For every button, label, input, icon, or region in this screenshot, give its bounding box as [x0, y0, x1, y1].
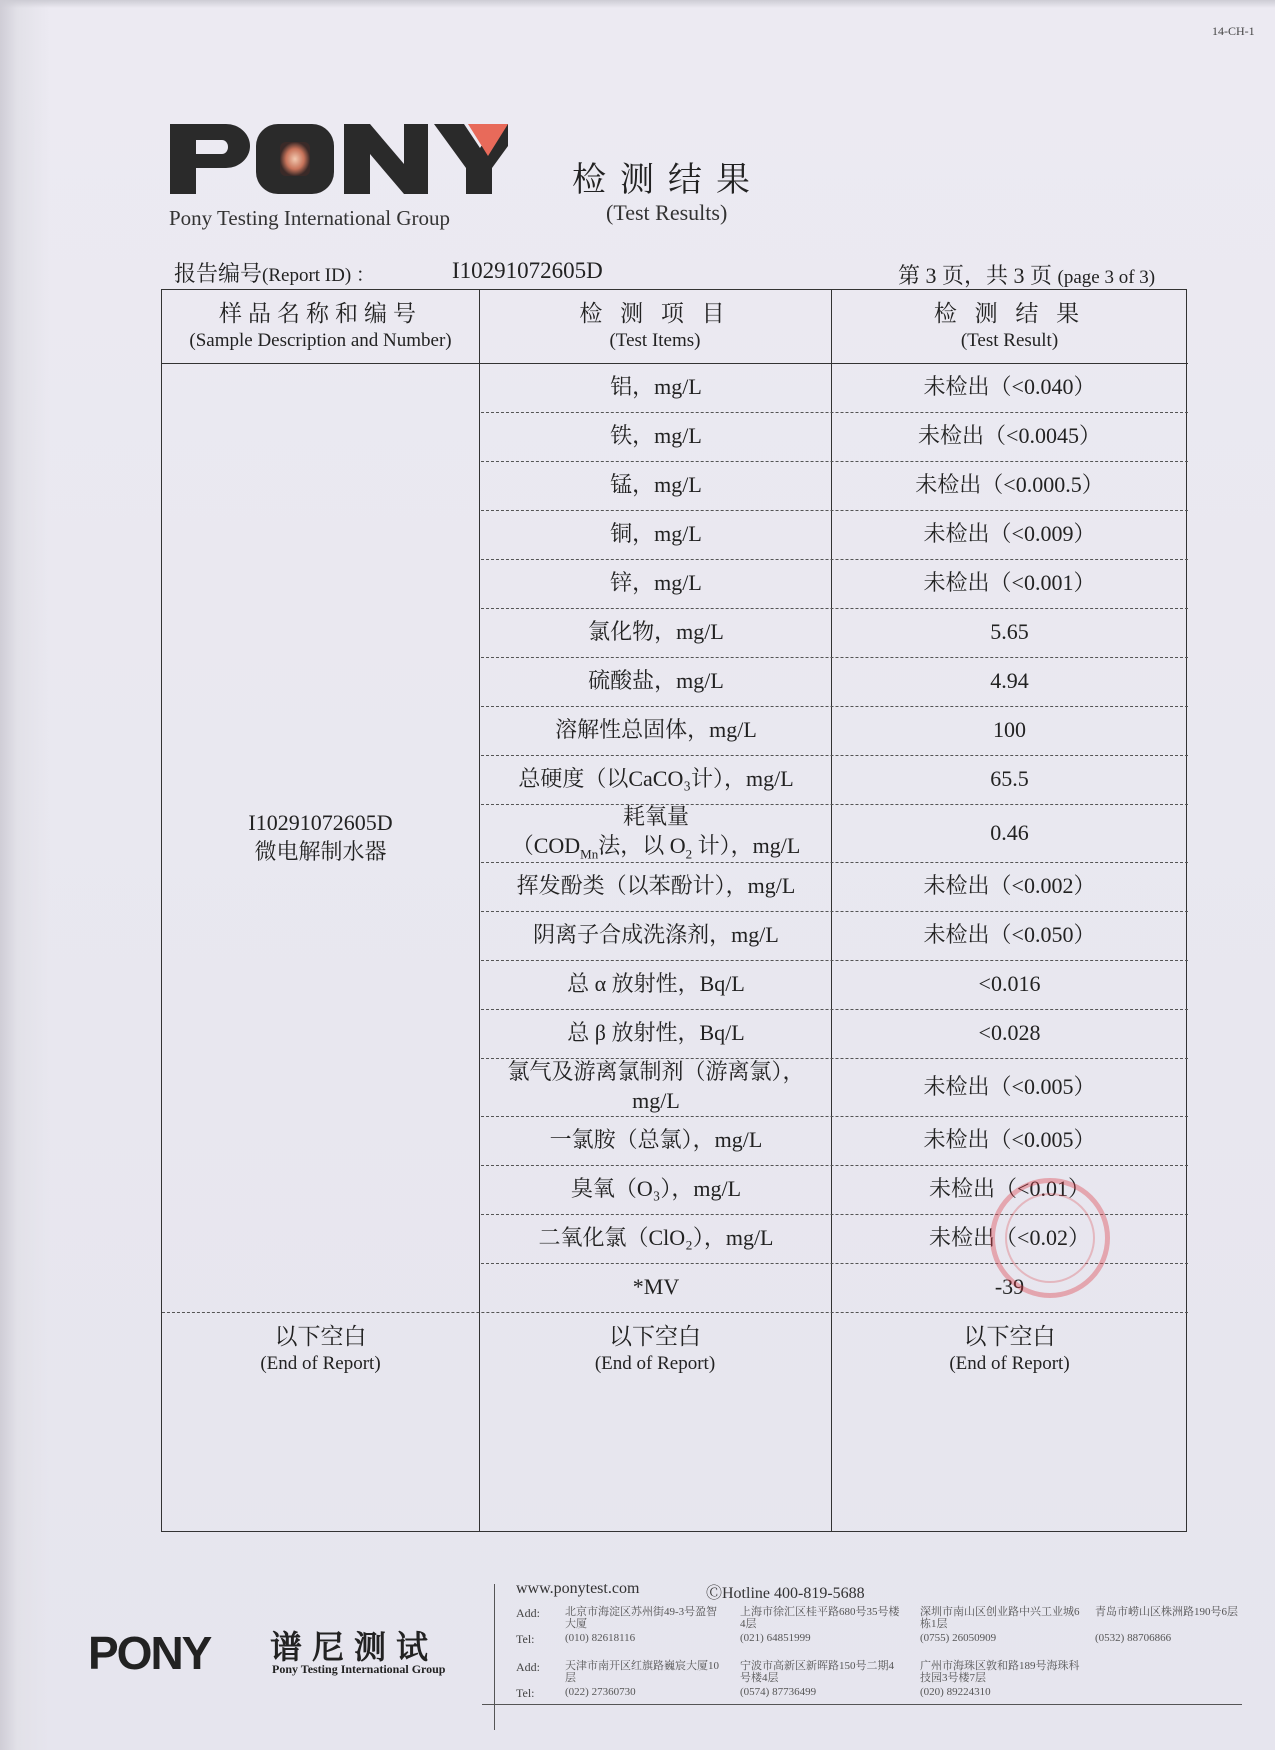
sample-id: I10291072605D	[248, 809, 393, 835]
row-divider	[162, 1312, 1188, 1313]
scan-edge-shadow	[0, 0, 50, 1750]
office-phone: (0532) 88706866	[1095, 1632, 1172, 1644]
end-of-report-cell	[479, 1320, 831, 1402]
office-address: 宁波市高新区新晖路150号二期4号楼4层	[740, 1660, 894, 1684]
table-header-cell	[162, 290, 479, 363]
office-address: 上海市徐汇区桂平路680号35号楼4层	[740, 1606, 900, 1630]
test-item-name: 阴离子合成洗涤剂，mg/L	[533, 922, 779, 948]
test-item-name: 挥发酚类（以苯酚计），mg/L	[516, 873, 796, 899]
test-item-cell	[481, 559, 831, 608]
pony-logo-graphic	[168, 120, 508, 200]
test-result-value: <0.028	[978, 1020, 1041, 1046]
test-item-name: 溶解性总固体，mg/L	[555, 717, 757, 743]
footer-add-label-1: Add:	[516, 1606, 540, 1620]
test-result-value: 65.5	[990, 766, 1029, 792]
test-item-cell	[481, 706, 831, 755]
test-item-cell	[481, 911, 831, 960]
footer-baseline	[482, 1704, 1242, 1705]
test-result-cell	[833, 706, 1186, 755]
office-phone: (020) 89224310	[920, 1686, 991, 1698]
test-result-value: 5.65	[990, 619, 1029, 645]
document-code: 14-CH-1	[1212, 24, 1255, 38]
scan-top-shadow	[0, 0, 1275, 8]
test-item-cell	[481, 1214, 831, 1263]
end-of-report-en: (End of Report)	[949, 1352, 1070, 1374]
office-phone: (021) 64851999	[740, 1632, 811, 1644]
test-item-name: 铁，mg/L	[610, 423, 702, 449]
company-logo	[168, 120, 508, 205]
test-item-name: 硫酸盐，mg/L	[588, 668, 724, 694]
footer-divider	[494, 1584, 495, 1730]
footer-website-link[interactable]: www.ponytest.com	[516, 1580, 640, 1597]
test-item-cell	[481, 755, 831, 804]
test-result-cell	[833, 911, 1186, 960]
office-address: 青岛市崂山区株洲路190号6层	[1095, 1606, 1238, 1618]
test-result-value: 未检出（<0.01）	[929, 1176, 1090, 1202]
test-item-name: 总 α 放射性，Bq/L	[567, 971, 745, 997]
test-item-cell	[481, 804, 831, 862]
test-item-name: 铝，mg/L	[610, 374, 702, 400]
test-result-cell	[833, 412, 1186, 461]
column-header-cn: 样品名称和编号	[219, 301, 422, 327]
test-item-cell	[481, 657, 831, 706]
end-of-report-cn: 以下空白	[274, 1324, 367, 1349]
column-header-en: (Test Items)	[609, 330, 701, 352]
office-phone: (010) 82618116	[565, 1632, 636, 1644]
test-result-cell	[833, 1116, 1186, 1165]
test-item-name-line1: 氯气及游离氯制剂（游离氯），	[507, 1059, 805, 1085]
column-header-cn: 检 测 结 果	[933, 301, 1086, 327]
test-item-cell	[481, 363, 831, 412]
end-of-report-en: (End of Report)	[260, 1352, 381, 1374]
test-result-cell	[833, 755, 1186, 804]
end-of-report-cell	[162, 1320, 479, 1402]
test-result-value: 未检出（<0.0045）	[918, 423, 1101, 449]
test-item-cell	[481, 1263, 831, 1312]
page-title-en: (Test Results)	[606, 200, 728, 225]
test-result-value: 未检出（<0.050）	[923, 922, 1096, 948]
test-result-value: -39	[994, 1274, 1025, 1300]
test-item-name: 氯化物，mg/L	[588, 619, 724, 645]
test-result-cell	[833, 862, 1186, 911]
test-result-value: 4.94	[990, 668, 1029, 694]
footer-hotline: ⒸHotline 400-819-5688	[706, 1585, 865, 1602]
test-result-value: 未检出（<0.005）	[923, 1127, 1096, 1153]
test-result-cell	[833, 804, 1186, 862]
page-title: 检测结果	[572, 162, 764, 199]
end-of-report-cn: 以下空白	[609, 1324, 701, 1349]
test-result-cell	[833, 559, 1186, 608]
test-result-cell	[833, 1009, 1186, 1058]
office-address: 深圳市南山区创业路中兴工业城6栋1层	[920, 1606, 1080, 1630]
end-of-report-en: (End of Report)	[594, 1352, 716, 1374]
report-id-label-en: (Report ID) ：	[262, 265, 375, 286]
page-number-en: (page 3 of 3)	[1057, 267, 1156, 288]
test-item-name: 铜，mg/L	[610, 521, 702, 547]
end-of-report-cell	[831, 1320, 1188, 1402]
footer-tel-label-1: Tel:	[516, 1632, 535, 1646]
table-header-cell	[479, 290, 831, 363]
test-result-value: 未检出（<0.005）	[923, 1073, 1096, 1099]
sample-name: 微电解制水器	[254, 838, 387, 864]
test-item-cell	[481, 1116, 831, 1165]
results-table	[161, 289, 1187, 1532]
test-result-cell	[833, 657, 1186, 706]
test-item-name: 二氧化氯（ClO₂），mg/L	[538, 1225, 774, 1251]
footer-tel-label-2: Tel:	[516, 1686, 535, 1700]
test-item-cell	[481, 862, 831, 911]
test-item-name: 锰，mg/L	[610, 472, 702, 498]
sample-cell	[162, 363, 479, 1312]
test-result-cell	[833, 363, 1186, 412]
test-result-value: 0.46	[990, 819, 1029, 845]
footer-company-name-en: Pony Testing International Group	[272, 1662, 446, 1676]
red-seal-inner-ring	[1005, 1193, 1095, 1283]
office-phone: (0574) 87736499	[740, 1686, 817, 1698]
footer-logo: PONY	[88, 1627, 211, 1679]
test-result-cell	[833, 461, 1186, 510]
test-result-value: 未检出（<0.000.5）	[915, 472, 1104, 498]
test-result-cell	[833, 608, 1186, 657]
group-name: Pony Testing International Group	[169, 206, 451, 230]
test-item-name: 锌，mg/L	[610, 570, 702, 596]
test-result-cell	[833, 960, 1186, 1009]
footer-add-label-2: Add:	[516, 1660, 540, 1674]
test-item-name: *MV	[632, 1274, 680, 1300]
office-phone: (022) 27360730	[565, 1686, 636, 1698]
test-item-name-line2: （$COD_{Mn}$法，以 $O_2$ 计），mg/L	[511, 832, 801, 862]
test-item-name: 总硬度（以CaCO₃计），mg/L	[518, 766, 794, 792]
test-item-cell	[481, 1165, 831, 1214]
test-item-cell	[481, 510, 831, 559]
page-number	[898, 259, 1155, 290]
report-id-label	[174, 257, 375, 288]
test-item-cell	[481, 412, 831, 461]
test-result-value: 未检出（<0.02）	[929, 1225, 1090, 1251]
office-address: 天津市南开区红旗路巍宸大厦10层	[565, 1660, 719, 1684]
office-phone: (0755) 26050909	[920, 1632, 997, 1644]
test-item-name-line1: 耗氧量	[622, 804, 689, 830]
test-result-value: 100	[993, 717, 1026, 743]
test-item-cell	[481, 608, 831, 657]
report-id-value: I10291072605D	[452, 258, 603, 283]
page-footer	[0, 1576, 1275, 1750]
test-item-name-line2: mg/L	[632, 1088, 680, 1113]
page-number-cn: 第 3 页，共 3 页	[898, 263, 1053, 288]
test-result-value: 未检出（<0.040）	[923, 374, 1096, 400]
office-address: 广州市海珠区敦和路189号海珠科技园3号楼7层	[920, 1660, 1080, 1684]
column-header-en: (Test Result)	[960, 330, 1059, 352]
test-item-cell	[481, 1009, 831, 1058]
test-result-cell	[833, 510, 1186, 559]
test-result-cell	[833, 1058, 1186, 1116]
test-item-cell	[481, 960, 831, 1009]
office-address: 北京市海淀区苏州街49-3号盈智大厦	[565, 1606, 718, 1630]
test-item-name: 一氯胺（总氯），mg/L	[549, 1127, 763, 1153]
table-header-cell	[831, 290, 1188, 363]
test-item-name: 臭氧（O₃），mg/L	[570, 1176, 742, 1202]
test-result-value: 未检出（<0.002）	[923, 873, 1096, 899]
column-header-en: (Sample Description and Number)	[189, 330, 452, 352]
footer-company-name-cn: 谱尼测试	[270, 1629, 439, 1665]
column-header-cn: 检 测 项 目	[579, 301, 731, 327]
test-item-cell	[481, 461, 831, 510]
report-id-label-cn: 报告编号	[174, 261, 263, 286]
test-result-value: <0.016	[978, 971, 1041, 997]
test-item-cell	[481, 1058, 831, 1116]
test-result-value: 未检出（<0.009）	[923, 521, 1096, 547]
test-result-value: 未检出（<0.001）	[923, 570, 1096, 596]
end-of-report-cn: 以下空白	[963, 1324, 1056, 1349]
test-item-name: 总 β 放射性，Bq/L	[567, 1020, 745, 1046]
